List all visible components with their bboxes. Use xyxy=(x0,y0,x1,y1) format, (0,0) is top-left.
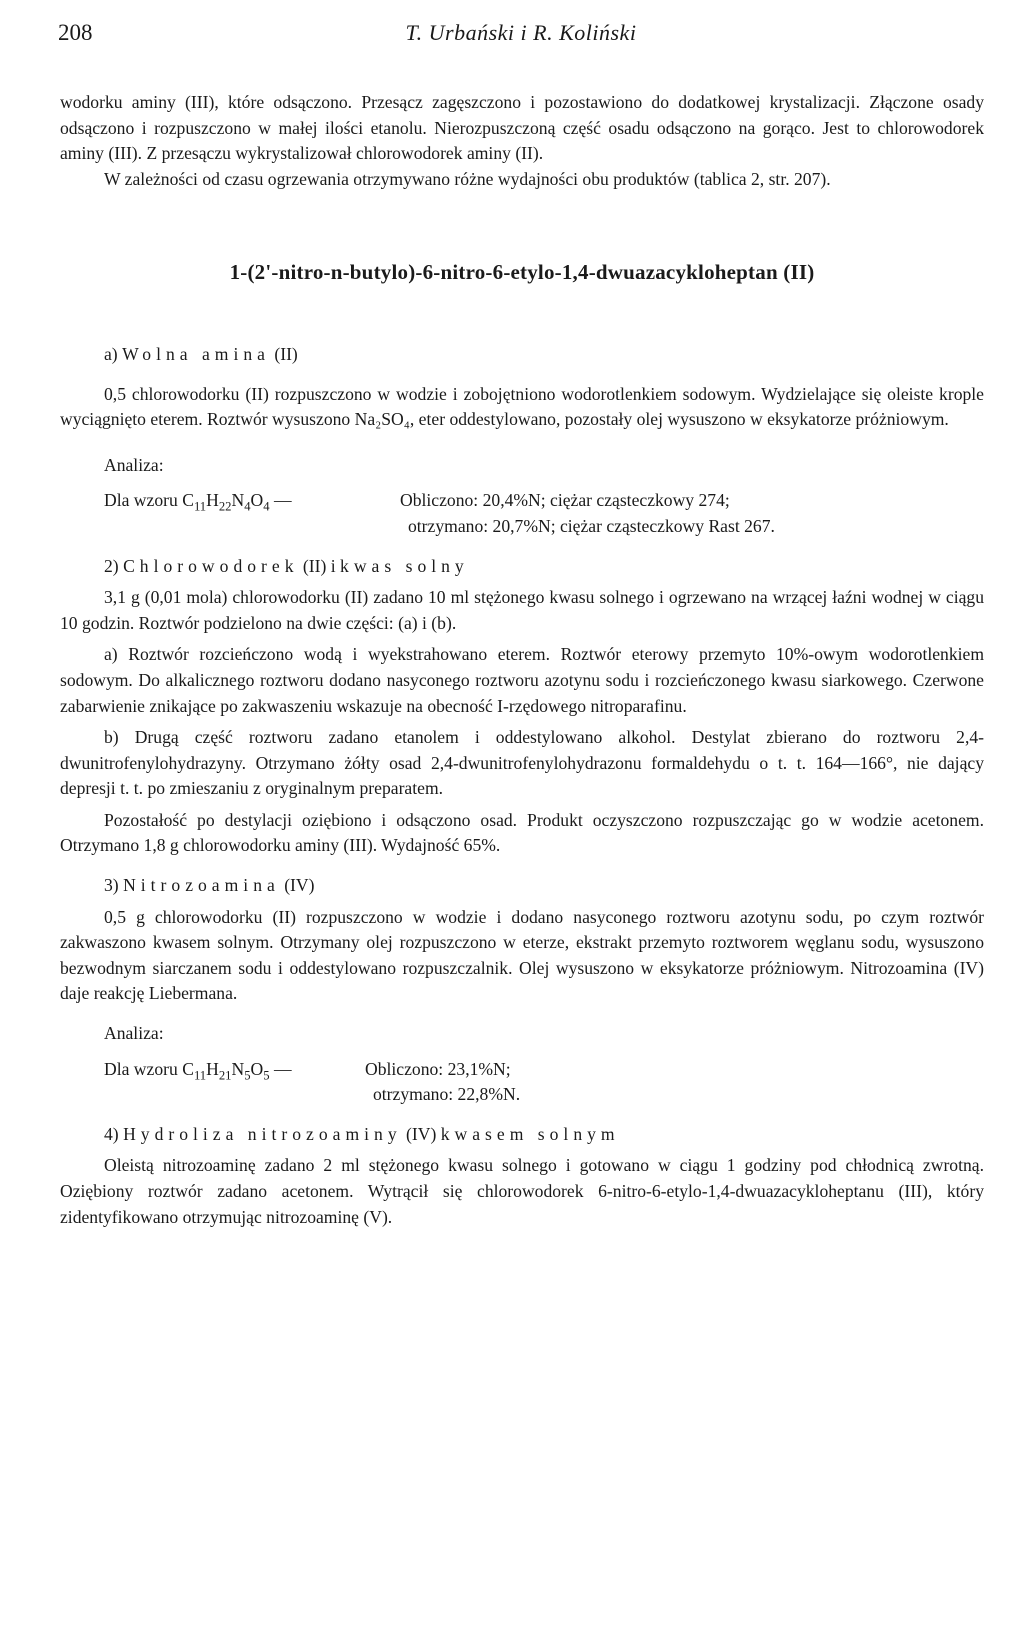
running-head xyxy=(58,20,984,56)
subsection-2b-text: b) Drugą część roztworu zadano etanolem i oddestylowano alkohol. Destylat zbierano do roztworu 2,4-dwunitrofenylohydrazyny. Otrzymano żółty osad 2,4-dwunitrofenylohydrazonu formaldehydu o t. t. 164—166°, nie dający depresji t. t. po zmieszaniu z oryginalnym preparatem. xyxy=(60,727,984,799)
analysis-row-calculated: Dla wzoru $C_{11}H_{21}N_5O_5$ — Obliczono: 23,1%N; xyxy=(104,1058,511,1083)
analysis-3 xyxy=(60,1057,984,1108)
subsection-4-title: 4) Hydroliza nitrozoaminy (IV) kwasem solnym xyxy=(104,1123,620,1144)
subsection-4-text: Oleistą nitrozoaminę zadano 2 ml stężonego kwasu solnego i gotowano w ciągu 1 godziny pod chłodnicą zwrotną. Oziębiony roztwór zadano acetonem. Wytrącił się chlorowodorek 6-nitro-6-etylo-1,4-dwuazacykloheptanu (III), który zidentyfikowano otrzymując nitrozoaminę (V). xyxy=(60,1155,984,1227)
analysis-a xyxy=(60,488,984,539)
intro-paragraph-2: W zależności od czasu ogrzewania otrzymywano różne wydajności obu produktów (tablica 2, str. 207). xyxy=(104,168,831,189)
subsection-2-rest: Pozostałość po destylacji oziębiono i odsączono osad. Produkt oczyszczono rozpuszczając go w wodzie acetonem. Otrzymano 1,8 g chlorowodorku aminy (III). Wydajność 65%. xyxy=(60,809,984,856)
page-number: 208 xyxy=(58,20,93,45)
subsection-2a-text: a) Roztwór rozcieńczono wodą i wyekstrahowano eterem. Roztwór eterowy przemyto 10%-owym wodorotlenkiem sodowym. Do alkalicznego roztworu dodano nasyconego roztworu azotynu sodu i rozcieńczonego kwasu siarkowego. Czerwone zabarwienie znikające po zakwaszeniu wskazuje na obecność I-rzędowego nitroparafinu. xyxy=(60,644,984,716)
article-body xyxy=(60,90,984,1230)
subsection-2-title: 2) Chlorowodorek (II) i kwas solny xyxy=(104,555,469,576)
subsection-a-text: 0,5 chlorowodorku (II) rozpuszczono w wodzie i zobojętniono wodorotlenkiem sodowym. Wydzielające się oleiste krople wyciągnięto eterem. Roztwór wysuszono Na₂SO₄, eter oddestylowano, pozostały olej wysuszono w eksykatorze próżniowym. xyxy=(60,383,984,430)
intro-paragraph: wodorku aminy (III), które odsączono. Przesącz zagęszczono i pozostawiono do dodatkowej krystalizacji. Złączone osady odsączono i rozpuszczono w małej ilości etanolu. Nierozpuszczoną część osadu odsączono na gorąco. Jest to chlorowodorek aminy (III). Z przesączu wykrystalizował chlorowodorek aminy (II). xyxy=(60,92,984,164)
section-heading: 1-(2'-nitro-n-butylo)-6-nitro-6-etylo-1,4-dwuazacykloheptan (II) xyxy=(229,260,815,285)
spaced-title: Wolna amina xyxy=(122,343,270,364)
analysis-row-calculated: Dla wzoru $C_{11}H_{22}N_4O_4$ — Obliczono: 20,4%N; ciężar cząsteczkowy 274; xyxy=(104,490,730,514)
analysis-row-found: otrzymano: 22,8%N. xyxy=(373,1084,521,1105)
molecular-formula: $C_{11}H_{21}N_5O_5$ xyxy=(182,1058,270,1083)
subsection-3-text: 0,5 g chlorowodorku (II) rozpuszczono w wodzie i dodano nasyconego roztworu azotynu sodu, po czym roztwór zakwaszono kwasem solnym. Otrzymany olej rozpuszczono w eterze, ekstrakt przemyto roztworem węglanu sodu, wysuszono bezwodnym siarczanem sodu i oddestylowano rozpuszczalnik. Olej wysuszono w eksykatorze próżniowym. Nitrozoamina (IV) daje reakcję Liebermana. xyxy=(60,906,984,1004)
subsection-2-text: 3,1 g (0,01 mola) chlorowodorku (II) zadano 10 ml stężonego kwasu solnego i ogrzewano na wrzącej łaźni wodnej w ciągu 10 godzin. Roztwór podzielono na dwie części: (a) i (b). xyxy=(60,587,984,633)
analysis-row-found: otrzymano: 20,7%N; ciężar cząsteczkowy Rast 267. xyxy=(408,515,775,536)
analysis-label-3: Analiza: xyxy=(104,1023,164,1044)
molecular-formula: $C_{11}H_{22}N_4O_4$ xyxy=(182,490,270,514)
subsection-a-title: a) Wolna amina (II) xyxy=(104,343,298,364)
analysis-label: Analiza: xyxy=(104,454,164,475)
running-title: T. Urbański i R. Koliński xyxy=(405,20,637,45)
subsection-3-title: 3) Nitrozoamina (IV) xyxy=(104,875,315,896)
